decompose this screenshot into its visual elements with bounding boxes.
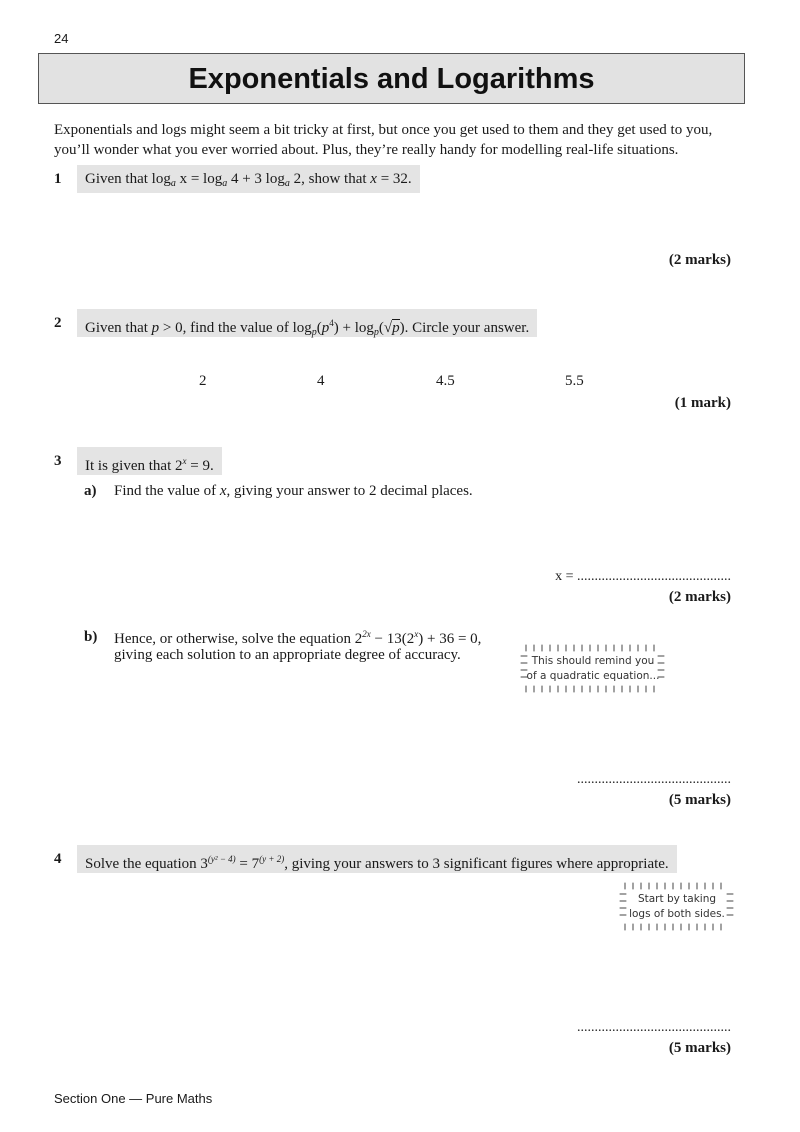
question-1-number: 1 — [54, 171, 62, 187]
question-3b-text: Hence, or otherwise, solve the equation $2^{2x} - 13(2^x) + 36 = 0$, — [114, 629, 482, 647]
question-3-prompt: It is given that $2^x = 9$. — [77, 447, 222, 475]
question-3-number: 3 — [54, 453, 62, 469]
title-banner — [38, 53, 745, 104]
question-4-marks: (5 marks) — [668, 1040, 731, 1056]
question-2-marks: (1 mark) — [674, 395, 731, 411]
question-3a-text: Find the value of x, giving your answer to 2 decimal places. — [114, 483, 473, 499]
question-3b-answer-line[interactable]: ............................................ — [577, 772, 731, 787]
question-1-prompt: Given that $\log_a x = \log_a 4 + 3$ $\log_a 2$, show that x = 32. — [77, 165, 420, 193]
answer-option-3[interactable]: 4.5 — [436, 373, 455, 389]
hint-line-2: logs of both sides. — [629, 908, 725, 920]
hint-note-logs — [619, 880, 735, 932]
hint-line-1: Start by taking — [637, 893, 717, 905]
answer-option-4[interactable]: 5.5 — [565, 373, 584, 389]
question-3a-marks: (2 marks) — [668, 589, 731, 605]
question-3b-label: b) — [84, 629, 98, 645]
answer-option-1[interactable]: 2 — [199, 373, 207, 389]
question-4-answer-line[interactable]: ............................................ — [577, 1020, 731, 1035]
hint-line-1: This should remind you — [531, 655, 655, 667]
answer-option-2[interactable]: 4 — [317, 373, 325, 389]
intro-paragraph: Exponentials and logs might seem a bit tricky at first, but once you get used to them and they get used to you, you’ll wonder what you ever worried about. Plus, they’re really handy for modelling real-life situations. — [54, 122, 713, 158]
question-2-number: 2 — [54, 315, 62, 331]
hint-note-quadratic — [520, 642, 666, 694]
question-1-marks: (2 marks) — [668, 252, 731, 268]
footer-section-label: Section One — Pure Maths — [54, 1091, 213, 1106]
question-4-number: 4 — [54, 851, 62, 867]
question-3b-text-line2: giving each solution to an appropriate degree of accuracy. — [114, 647, 461, 663]
question-3a-answer-line[interactable]: x = ............................................ — [555, 569, 731, 584]
question-2-prompt: Given that p > 0, find the value of $\log_p(p^4) + \log_p(√p)$. Circle your answer. — [77, 309, 537, 337]
question-3b-marks: (5 marks) — [668, 792, 731, 808]
hint-line-2: of a quadratic equation... — [526, 670, 660, 682]
question-3a-label: a) — [84, 483, 97, 499]
question-4-prompt: Solve the equation $3^{(y^2 - 4)} = 7^{(y + 2)}$, giving your answers to 3 significant figures where appropriate. — [77, 845, 677, 873]
page-title: Exponentials and Logarithms — [188, 63, 595, 95]
page-number: 24 — [54, 31, 69, 46]
